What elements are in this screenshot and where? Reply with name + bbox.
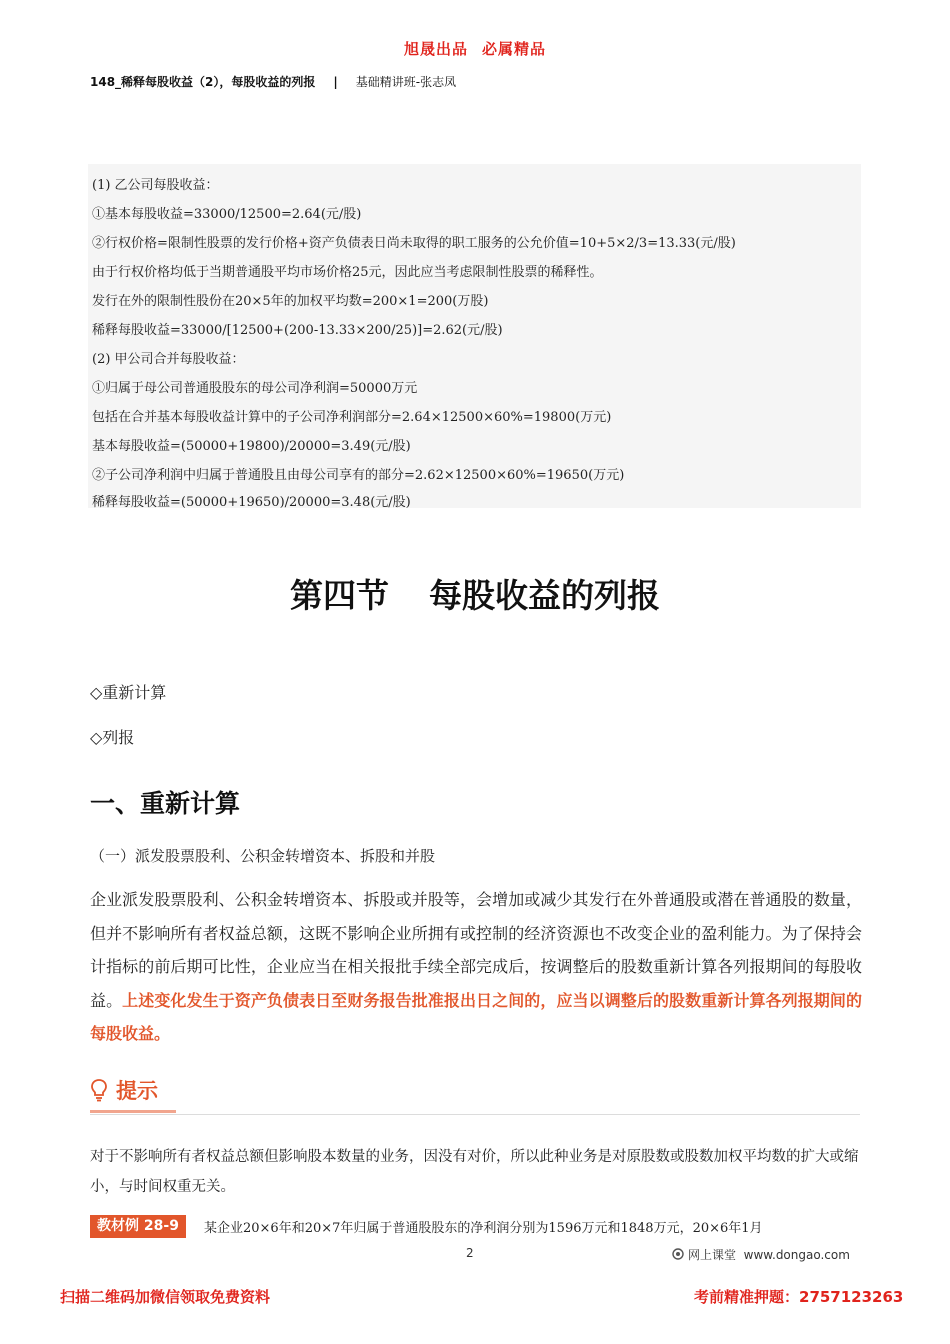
solution-line: 稀释每股收益=33000/[12500+(200-13.33×200/25)]=2.62(元/股): [92, 323, 503, 338]
solution-line: ①归属于母公司普通股股东的母公司净利润=50000万元: [92, 381, 418, 396]
solution-line: (1) 乙公司每股收益：: [92, 178, 219, 193]
solution-line: ①基本每股收益=33000/12500=2.64(元/股): [92, 207, 362, 222]
tip-label-text: 提示: [116, 1079, 158, 1103]
section-name: 每股收益的列报: [429, 576, 660, 615]
solution-line: 由于行权价格均低于当期普通股平均市场价格25元，因此应当考虑限制性股票的稀释性。: [92, 265, 603, 280]
section-title: [0, 570, 950, 617]
solution-line: ②子公司净利润中归属于普通股且由母公司享有的部分=2.62×12500×60%=19650(万元): [92, 468, 625, 483]
footer-brand: [672, 1246, 850, 1263]
body-paragraph: [90, 883, 862, 1051]
tip-header: [90, 1075, 158, 1107]
solution-line: (2) 甲公司合并每股收益：: [92, 352, 245, 367]
solution-line: 包括在合并基本每股收益计算中的子公司净利润部分=2.64×12500×60%=19800(万元): [92, 410, 612, 425]
subheading-stock-dividends: （一）派发股票股利、公积金转增资本、拆股和并股: [90, 847, 436, 865]
body-highlight-text: 上述变化发生于资产负债表日至财务报告批准报出日之间的，应当以调整后的股数重新计算各列报期间的每股收益。: [90, 990, 862, 1043]
header-separator: |: [333, 75, 338, 89]
toc-item-recalculate: ◇重新计算: [90, 683, 167, 702]
section-number: 第四节: [290, 576, 389, 615]
banner-left-text: 旭晟出品: [403, 40, 468, 58]
footer-promo-left: 扫描二维码加微信领取免费资料: [60, 1288, 271, 1306]
tip-divider: [90, 1114, 860, 1115]
document-header: [90, 73, 456, 90]
header-title: 148_稀释每股收益（2），每股收益的列报: [90, 75, 316, 89]
footer-brand-name: 网上课堂: [688, 1248, 737, 1262]
top-banner: [0, 38, 950, 59]
header-course: 基础精讲班-张志凤: [355, 75, 457, 89]
tip-text: 对于不影响所有者权益总额但影响股本数量的业务，因没有对价，所以此种业务是对原股数或股数加权平均数的扩大或缩小，与时间权重无关。: [90, 1149, 859, 1195]
footer-promo-right: 考前精准押题：2757123263: [694, 1288, 904, 1306]
solution-line: ②行权价格=限制性股票的发行价格+资产负债表日尚未取得的职工服务的公允价值=10+5×2/3=13.33(元/股): [92, 236, 736, 251]
solution-line: 基本每股收益=(50000+19800)/20000=3.49(元/股): [92, 439, 411, 454]
page-number: 2: [466, 1246, 474, 1260]
lightbulb-icon: [90, 1078, 108, 1107]
dongao-logo-icon: [672, 1248, 684, 1263]
tip-underline: [90, 1110, 176, 1113]
example-text: 某企业20×6年和20×7年归属于普通股股东的净利润分别为1596万元和1848万元，20×6年1月: [204, 1221, 763, 1236]
solution-box: [88, 164, 861, 508]
footer-site[interactable]: www.dongao.com: [743, 1248, 850, 1262]
heading-recalculate: 一、重新计算: [90, 789, 241, 818]
example-badge: 教材例 28-9: [90, 1215, 186, 1238]
body-normal-text: 企业派发股票股利、公积金转增资本、拆股或并股等，会增加或减少其发行在外普通股或潜在普通股的数量，但并不影响所有者权益总额，这既不影响企业所拥有或控制的经济资源也不改变企业的盈利能力。为了保持会计指标的前后期可比性，企业应当在相关报批手续全部完成后，按调整后的股数重新计算各列报期间的每股收益。: [90, 890, 862, 1010]
toc-item-presentation: ◇列报: [90, 728, 135, 747]
solution-line: 稀释每股收益=(50000+19650)/20000=3.48(元/股): [92, 495, 411, 510]
solution-line: 发行在外的限制性股份在20×5年的加权平均数=200×1=200(万股): [92, 294, 489, 309]
banner-right-text: 必属精品: [482, 40, 547, 58]
